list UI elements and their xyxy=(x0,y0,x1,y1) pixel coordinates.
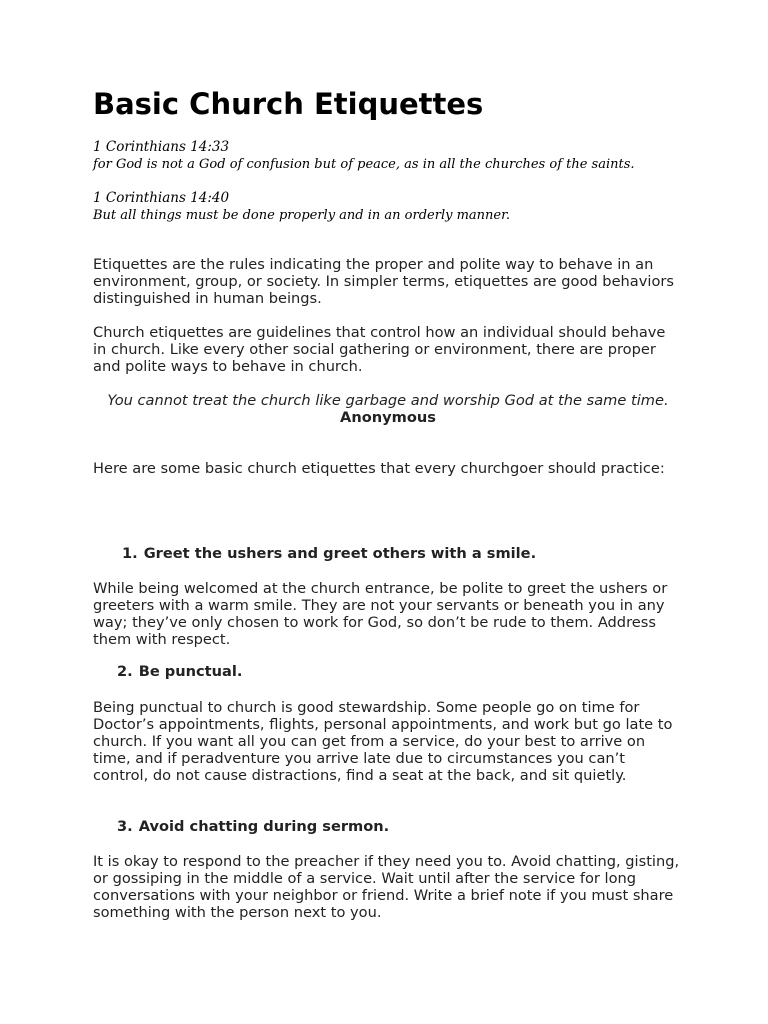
verse-block xyxy=(93,189,693,225)
list-item-number: 2. xyxy=(117,663,133,680)
lead-in-paragraph: Here are some basic church etiquettes that every churchgoer should practice: xyxy=(93,460,665,477)
quote-block xyxy=(93,392,683,426)
list-item-body: Being punctual to church is good stewardship. Some people go on time for Doctor’s appointments, flights, personal appointments, and work but go late to church. If you want all you can get from a service, do your best to arrive on time, and if peradventure you arrive late due to circumstances you can’t control, do not cause distractions, find a seat at the back, and sit quietly. xyxy=(93,699,673,784)
verse-reference: 1 Corinthians 14:40 xyxy=(93,190,230,206)
list-item-heading-text: Greet the ushers and greet others with a smile. xyxy=(143,545,537,562)
list-item-heading xyxy=(122,545,536,563)
list-item-heading xyxy=(117,818,389,836)
document-title: Basic Church Etiquettes xyxy=(93,87,484,121)
list-item-number: 3. xyxy=(117,818,133,835)
verse-text: But all things must be done properly and in an orderly manner. xyxy=(93,208,511,223)
quote-author: Anonymous xyxy=(340,409,436,426)
list-item-heading xyxy=(117,663,242,681)
quote-text: You cannot treat the church like garbage and worship God at the same time. xyxy=(107,392,669,409)
intro-paragraph: Church etiquettes are guidelines that control how an individual should behave in church. Like every other social gathering or environment, there are proper and polite ways to behave in church. xyxy=(93,324,666,375)
verse-text: for God is not a God of confusion but of peace, as in all the churches of the saints. xyxy=(93,157,635,172)
verse-block xyxy=(93,138,693,174)
list-item-heading-text: Be punctual. xyxy=(138,663,243,680)
list-item-body: While being welcomed at the church entrance, be polite to greet the ushers or greeters with a warm smile. They are not your servants or beneath you in any way; they’ve only chosen to work for God, so don’t be rude to them. Address them with respect. xyxy=(93,580,668,648)
list-item-body: It is okay to respond to the preacher if they need you to. Avoid chatting, gisting, or gossiping in the middle of a service. Wait until after the service for long conversations with your neighbor or friend. Write a brief note if you must share something with the person next to you. xyxy=(93,853,680,921)
verse-reference: 1 Corinthians 14:33 xyxy=(93,139,230,155)
list-item-heading-text: Avoid chatting during sermon. xyxy=(138,818,390,835)
list-item-number: 1. xyxy=(122,545,138,562)
intro-paragraph: Etiquettes are the rules indicating the proper and polite way to behave in an environment, group, or society. In simpler terms, etiquettes are good behaviors distinguished in human beings. xyxy=(93,256,674,307)
